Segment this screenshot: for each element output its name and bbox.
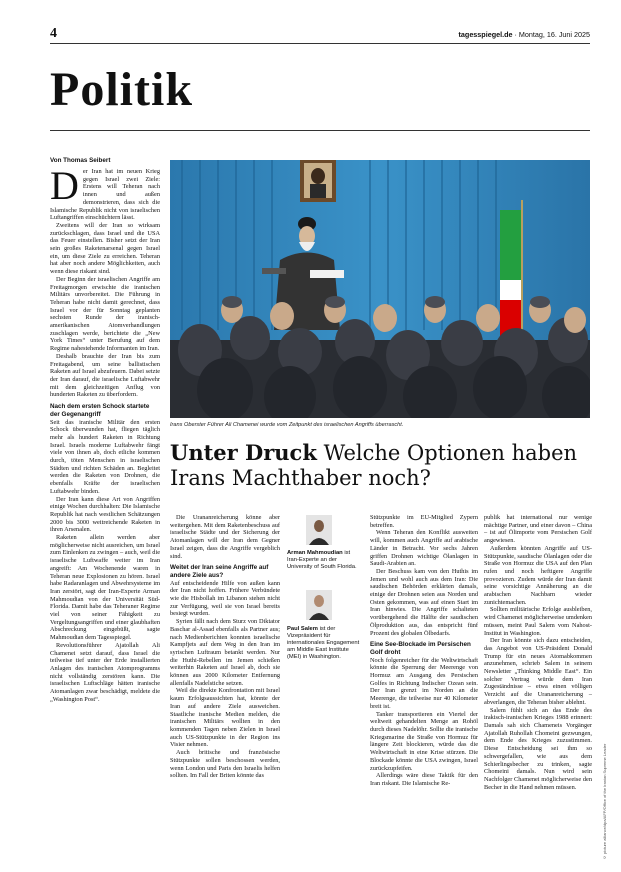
photo-credit: © picture alliance/dpa/AFP/Office of the Iranian Supreme Leader <box>602 743 607 860</box>
subheading: Eine See-Blockade im Persischen Golf droht <box>370 641 471 656</box>
avatar <box>306 590 332 620</box>
author-desc: ist der Vizepräsident für internationales Engagement am Middle East Institute (MEI) in Washington. <box>287 626 360 660</box>
lead-paragraph: Der Iran hat im neuen Krieg gegen Israel zwei Ziele: Erstens will Teheran nach innen und außen demonstrieren, dass sich die Islamische Republik nicht von israelischen Luftangriffen einschüchtern lässt. <box>50 168 160 222</box>
issue-date: Montag, 16. Juni 2025 <box>518 30 590 39</box>
subheading: Weitet der Iran seine Angriffe auf andere Ziele aus? <box>170 564 269 579</box>
portrait-illustration <box>306 515 332 545</box>
article-column-4 <box>484 514 592 864</box>
author-note <box>287 550 363 571</box>
byline: Von Thomas Seibert <box>50 157 111 164</box>
section-divider <box>50 130 590 131</box>
paragraph: Der Beschuss kam von den Huthis im Jemen und wohl auch aus dem Iran: Die saudischen Behörden erklärten damals, einige der Drohnen seien aus Norden und Osten gekommen, was auf einen Start im Iran hinwies. Die Angriffe schalteten vorübergehend die Hälfte der saudischen Ölproduktion aus, das entspricht fünf Prozent des globalen Ölbedarfs. <box>370 567 478 637</box>
paragraph: Revolutionsführer Ajatollah Ali Chamenei setzt darauf, dass Israel die teilweise tief unter der Erde installierten Anlagen des iranischen Atomprogramms nicht vollständig zerstören kann. Die israelischen Luftschläge hätten iranische Atomanlagen zwar beschädigt, meldete die „Washington Post“. <box>50 641 160 703</box>
paragraph: Auch britische und französische Stützpunkte sollen beschossen werden, wenn London und Paris den Israelis helfen sollten. Im Fall der Briten könnte das <box>170 749 280 780</box>
paragraph: Tanker transportieren ein Viertel der weltweit gehandelten Menge an Rohöl durch dieses Nadelöhr. Sollte die iranische Kriegsmarine die Straße von Hormuz für längere Zeit blockieren, würde das die Weltwirtschaft in eine Krise stürzen. Die Blockade könnte die USA zwingen, Israel zurückzupfeifen. <box>370 710 478 772</box>
article-column-1 <box>50 168 160 868</box>
paragraph: Wenn Teheran den Konflikt ausweiten will, kommen auch Angriffe auf arabische Länder in Betracht. Vor sechs Jahren griffen Drohnen wichtige Ölanlagen in Saudi-Arabien an. <box>370 529 478 568</box>
paragraph: Syrien fällt nach dem Sturz von Diktator Baschar al-Assad ebenfalls als Partner aus; nach Medienberichten konnten israelische Kampfjets auf dem Weg in den Iran im syrischen Luftraum betankt werden. Nur die Huthi-Rebellen im Jemen schießen weiterhin Raketen auf Israel ab, doch sie können aus 2000 Kilometer Entfernung allenfalls Nadelstiche setzen. <box>170 618 280 687</box>
article-headline <box>170 440 590 491</box>
paragraph: publik hat international nur wenige mächtige Partner, und einer davon – China – ist auf Ölimporte vom Persischen Golf angewiesen. <box>484 514 592 545</box>
drop-cap: D <box>50 168 79 208</box>
paragraph: Seit das iranische Militär den ersten Schock überwunden hat, fliegen täglich mehr als hundert Raketen in Richtung Israel. Israels moderne Luftabwehr fängt viele von ihnen ab, doch etliche kommen durch, töten Menschen in israelischen Städten und richten Schäden an. Begleitet werden die Raketen von Drohnen, die ebenfalls Kräfte der israelischen Luftabwehr binden. <box>50 418 160 495</box>
paragraph: Deshalb brauchte der Iran bis zum Freitagabend, um seine ballistischen Raketen auf Israel abzufeuern. Dabei setzte der Iran darauf, die israelische Luftabwehr mit dem gleichzeitigen Anflug von hunderten Raketen zu überfordern. <box>50 352 160 399</box>
paragraph: Weil die direkte Konfrontation mit Israel kaum Erfolgsaussichten hat, könnte der Iran auf andere Ziele ausweichen. Staatliche iranische Medien melden, die iranischen Militärs wollten in den kommenden Tagen neben Zielen in Israel auch US-Stützpunkte in der Region ins Visier nehmen. <box>170 687 280 749</box>
subheading: Nach dem ersten Schock startete der Gegenangriff <box>50 403 150 418</box>
article-column-3 <box>370 514 478 864</box>
paragraph: Außerdem könnten Angriffe auf US-Stützpunkte, saudische Ölanlagen oder die Straße von Hormuz die USA auf den Plan rufen und noch heftigere Angriffe provozieren. Zudem würde der Iran damit seine vorsichtige Annäherung an die arabischen Nachbarn wieder zunichtemachen. <box>484 544 592 606</box>
masthead <box>459 30 590 39</box>
paragraph: Der Iran könnte sich dazu entscheiden, das Angebot von US-Präsident Donald Trump für ein neues Atomabkommen anzunehmen, schrieb Salem in seinem Newsletter „Thinking Middle East“. Ein solcher Vertrag würde dem Iran Zugeständnisse – etwa einen völligen Verzicht auf die Urananreicherung – abverlangen, die Teheran bisher ablehnt. <box>484 637 592 706</box>
portrait-illustration <box>306 590 332 620</box>
masthead-site: tagesspiegel.de <box>458 30 513 39</box>
photo-illustration <box>170 160 590 418</box>
paragraph: Zweitens will der Iran so wirksam zurückschlagen, dass Israel und die USA das Feuer einstellen. Bisher setzt der Iran sein großes Raketenarsenal gegen Israel ein, um diese Ziele zu erreichen. Teheran hat aber noch andere Möglichkeiten, auch wenn diese riskant sind. <box>50 221 160 276</box>
page-header <box>50 28 590 44</box>
separator-dot: · <box>514 30 519 39</box>
page-number: 4 <box>50 26 57 41</box>
section-title: Politik <box>50 63 194 116</box>
headline-kicker: Unter Druck <box>170 440 317 465</box>
paragraph: Raketen allein werden aber möglicherweise nicht ausreichen, um Israel zum Einlenken zu zwingen – auch, weil die israelische Luftwaffe weiter im Iran angreift: Am Wochenende waren in Teheran neue Explosionen zu hören. Israel habe Radaranlagen und Abwehrsysteme im Iran zerstört, sagt der Iran-Experte Arman Mahmoudian von der Universität Süd-Florida. Damit habe das Teheraner Regime viel von seiner Fähigkeit zu Vergeltungsangriffen und einer glaubhaften Abschreckung eingebüßt, sagte Mahmoudian dem Tagesspiegel. <box>50 534 160 642</box>
paragraph: Salem fühlt sich an das Ende des irakisch-iranischen Krieges 1988 erinnert: Damals sah sich Chameneis Vorgänger Ajatollah Ruhollah Chomeini gezwungen, dem Ende des Krieges zuzustimmen. Diese Entscheidung sei ihm so schwergefallen, wie aus dem Schierlingsbecher zu trinken, sagte Chomeini damals. Nun wird sein Nachfolger Chamenei möglicherweise den Becher in die Hand nehmen müssen. <box>484 706 592 791</box>
paragraph: Stützpunkte im EU-Mitglied Zypern betreffen. <box>370 514 478 529</box>
paragraph: Die Urananreicherung könne aber weitergehen. Mit dem Raketenbeschuss auf israelische Städte und der Sicherung der Atomanlagen will der Iran dem Gegner Israel zeigen, dass die Angriffe vergeblich sind. <box>170 514 280 560</box>
photo-caption: Irans Oberster Führer Ali Chamenei wurde vom Zeitpunkt des israelischen Angriffs überrascht. <box>170 422 404 428</box>
paragraph: Auf entscheidende Hilfe von außen kann der Iran nicht hoffen. Frühere Verbündete wie die Hisbollah im Libanon stehen nicht zur Verfügung, weil sie von Israel bereits besiegt wurden. <box>170 579 280 618</box>
headline-title: Welche Optionen haben Irans Machthaber noch? <box>170 441 578 490</box>
paragraph: Sollten militärische Erfolge ausbleiben, wird Chamenei möglicherweise umdenken müssen, meint Paul Salem vom Nahost-Institut in Washington. <box>484 606 592 637</box>
author-name: Arman Mahmoudian <box>287 550 343 556</box>
avatar <box>306 515 332 545</box>
paragraph: Der Beginn der israelischen Angriffe am Freitagmorgen erwischte die iranischen Militärs unvorbereitet. Die Führung in Teheran habe nicht damit gerechnet, dass Israel vor der für Sonntag geplanten sechsten Runde der iranisch-amerikanischen Atomverhandlungen zuschlagen werde, berichtete die „New York Times“ unter Berufung auf dem Regime nahestehende Informanten im Iran. <box>50 275 160 353</box>
author-note <box>287 626 363 661</box>
author-name: Paul Salem <box>287 626 318 632</box>
author-desc: ist Iran-Experte an der University of South Florida. <box>287 550 357 570</box>
paragraph: Allerdings wäre diese Taktik für den Iran riskant. Die Islamische Re- <box>370 772 478 787</box>
lead-photo <box>170 160 590 418</box>
paragraph: Der Iran kann diese Art von Angriffen einige Wochen durchhalten: Die Islamische Republik hat nach westlichen Schätzungen 2000 bis 3000 weitreichende Raketen in ihren Arsenalen. <box>50 495 160 534</box>
article-column-2 <box>170 514 280 864</box>
paragraph: Noch folgenreicher für die Weltwirtschaft könnte die Sperrung der Meerenge von Hormuz am Ausgang des Persischen Golfes in Richtung Indischer Ozean sein. Der Iran grenzt im Norden an die Meerenge, die teilweise nur 40 Kilometer breit ist. <box>370 656 478 710</box>
